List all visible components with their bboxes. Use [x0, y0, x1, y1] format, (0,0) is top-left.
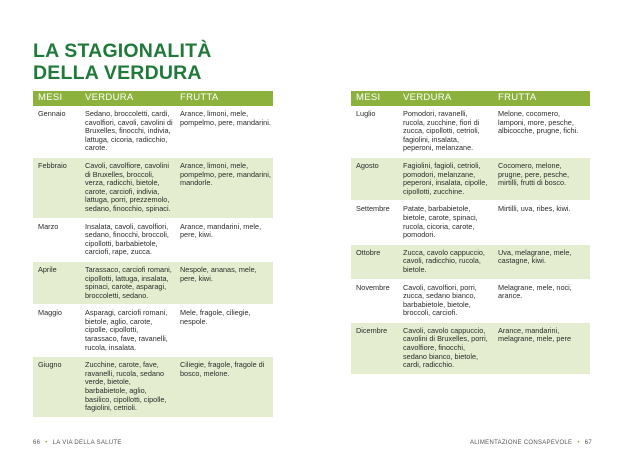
vegetables-header: VERDURA: [398, 91, 493, 106]
table-row: [351, 157, 590, 200]
table-row: [33, 157, 273, 218]
month-cell: Marzo: [33, 218, 80, 261]
vegetables-cell: Insalata, cavoli, cavolfiori, sedano, finocchi, broccoli, cipollotti, barbabietole, carciofi, rape, zucca.: [80, 218, 175, 261]
vegetables-cell: Sedano, broccoletti, cardi, cavolfiori, cavoli, cavolini di Bruxelles, finocchi, indivia, lattuga, cicoria, radicchio, carote.: [80, 106, 175, 157]
fruit-cell: Arance, limoni, mele, pompelmo, pere, mandarini, mandorle.: [175, 157, 273, 218]
fruit-cell: Cocomero, melone, prugne, pere, pesche, mirtilli, frutti di bosco.: [493, 157, 590, 200]
vegetables-cell: Cavoli, cavolfiore, cavolini di Bruxelles, broccoli, verza, radicchi, bietole, carote, carciofi, indivia, lattuga, porri, prezzemolo, sedano, finocchio, spinaci.: [80, 157, 175, 218]
fruit-header: FRUTTA: [175, 91, 273, 106]
seasonality-table-left: [33, 91, 273, 418]
vegetables-cell: Cavoli, cavolfiori, porri, zucca, sedano bianco, barbabietole, bietole, broccoli, carciofi.: [398, 279, 493, 322]
month-cell: Giugno: [33, 357, 80, 418]
fruit-cell: Uva, melagrane, mele, castagne, kiwi.: [493, 244, 590, 279]
vegetables-cell: Tarassaco, carciofi romani, cipollotti, lattuga, insalata, spinaci, carote, asparagi, broccoletti, sedano.: [80, 261, 175, 304]
fruit-cell: Mirtilli, uva, ribes, kiwi.: [493, 201, 590, 244]
footer-right: [470, 440, 592, 446]
vegetables-cell: Pomodori, ravanelli, rucola, zucchine, fiori di zucca, cipollotti, cetrioli, fagiolini, insalata, peperoni, melanzane.: [398, 106, 493, 157]
month-cell: Maggio: [33, 305, 80, 357]
month-cell: Settembre: [351, 201, 398, 244]
book-title: LA VIA DELLA SALUTE: [52, 440, 122, 446]
seasonality-table-right: [351, 91, 590, 375]
table-row: [33, 305, 273, 357]
month-cell: Agosto: [351, 157, 398, 200]
month-cell: Febbraio: [33, 157, 80, 218]
table-row: [351, 201, 590, 244]
vegetables-cell: Zucchine, carote, fave, ravanelli, rucola, sedano verde, bietole, barbabietole, aglio, basilico, cipollotti, cipolle, fagiolini, cetrioli.: [80, 357, 175, 418]
table-row: [33, 357, 273, 418]
fruit-cell: Arance, mandarini, melagrane, mele, pere: [493, 322, 590, 374]
table-header-row: [33, 91, 273, 106]
chapter-title: ALIMENTAZIONE CONSAPEVOLE: [469, 440, 573, 446]
month-cell: Novembre: [351, 279, 398, 322]
page-title-line-2: DELLA VERDURA: [33, 62, 202, 84]
vegetables-cell: Cavoli, cavolo cappuccio, cavolini di Bruxelles, porri, cavolfiore, finocchi, sedano bianco, bietole, cardi, radicchio.: [398, 322, 493, 374]
vegetables-cell: Asparagi, carciofi romani, bietole, aglio, carote, cipolle, cipollotti, tarassaco, fave, ravanelli, rucola, insalata.: [80, 305, 175, 357]
footer-left: [33, 440, 122, 446]
fruit-cell: Ciliegie, fragole, fragole di bosco, melone.: [175, 357, 273, 418]
fruit-cell: Mele, fragole, ciliegie, nespole.: [175, 305, 273, 357]
page-title-line-1: LA STAGIONALITÀ: [33, 40, 212, 62]
fruit-cell: Arance, limoni, mele, pompelmo, pere, mandarini.: [175, 106, 273, 157]
month-cell: Ottobre: [351, 244, 398, 279]
fruit-cell: Melone, cocomero, lamponi, more, pesche, albicocche, prugne, fichi.: [493, 106, 590, 157]
page-title: [33, 40, 211, 84]
months-header: MESI: [33, 91, 80, 106]
table-header-row: [351, 91, 590, 106]
vegetables-header: VERDURA: [80, 91, 175, 106]
table-row: [351, 279, 590, 322]
vegetables-cell: Fagiolini, fagioli, cetrioli, pomodori, melanzane, peperoni, insalata, cipolle, cipollotti, zucchine.: [398, 157, 493, 200]
fruit-cell: Arance, mandarini, mele, pere, kiwi.: [175, 218, 273, 261]
month-cell: Aprile: [33, 261, 80, 304]
table-row: [351, 106, 590, 157]
fruit-header: FRUTTA: [493, 91, 590, 106]
table-row: [33, 106, 273, 157]
vegetables-cell: Patate, barbabietole, bietole, carote, spinaci, rucola, cicoria, carote, pomodori.: [398, 201, 493, 244]
footer-separator: •: [577, 440, 580, 446]
page-number-left: 66: [33, 440, 41, 446]
month-cell: Gennaio: [33, 106, 80, 157]
page-number-right: 67: [584, 440, 592, 446]
fruit-cell: Nespole, ananas, mele, pere, kiwi.: [175, 261, 273, 304]
footer-separator: •: [45, 440, 48, 446]
table-row: [351, 244, 590, 279]
months-header: MESI: [351, 91, 398, 106]
month-cell: Dicembre: [351, 322, 398, 374]
vegetables-cell: Zucca, cavolo cappuccio, cavoli, radicchio, rucola, bietole.: [398, 244, 493, 279]
month-cell: Luglio: [351, 106, 398, 157]
table-row: [351, 322, 590, 374]
table-row: [33, 261, 273, 304]
table-row: [33, 218, 273, 261]
fruit-cell: Melagrane, mele, noci, arance.: [493, 279, 590, 322]
